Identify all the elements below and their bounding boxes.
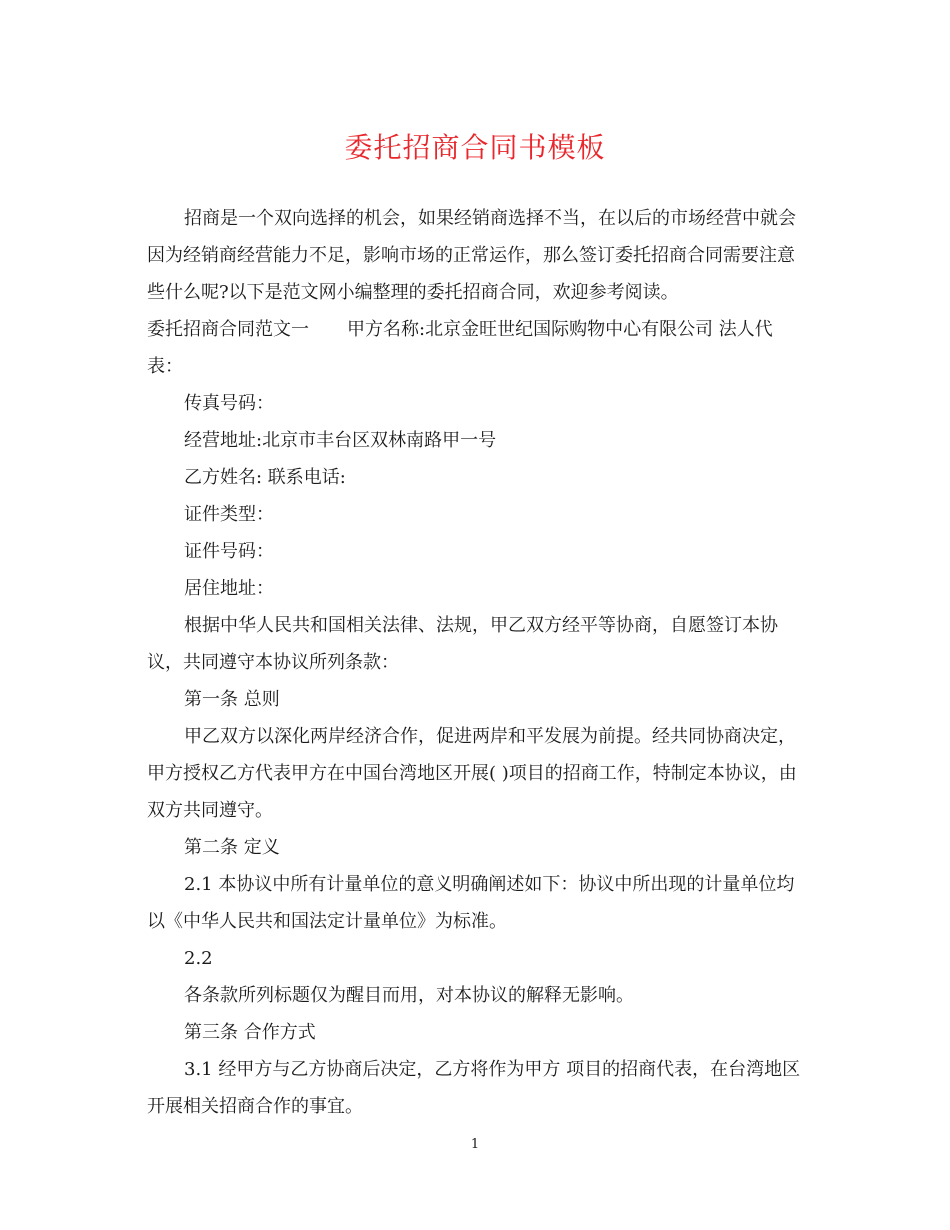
clause-2-2-text: 各条款所列标题仅为醒目而用，对本协议的解释无影响。 [184,985,634,1006]
sample-heading: 委托招商合同范文一 [147,319,309,340]
id-type-line: 证件类型： [184,504,274,525]
article-1-title: 第一条 总则 [184,689,280,710]
article-3-title: 第三条 合作方式 [184,1022,316,1043]
article-1-text: 甲乙双方以深化两岸经济合作，促进两岸和平发展为前提。经共同协商决定，甲方授权乙方代表甲方在中国台湾地区开展( )项目的招商工作，特制定本协议，由双方共同遵守。 [147,726,797,821]
document-title: 委托招商合同书模板 [344,131,606,164]
id-number-line: 证件号码： [184,541,274,562]
page-number: 1 [470,1137,480,1152]
preamble-paragraph: 根据中华人民共和国相关法律、法规，甲乙双方经平等协商，自愿签订本协议，共同遵守本协议所列条款： [147,615,778,673]
clause-3-1: 3.1 经甲方与乙方协商后决定，乙方将作为甲方 项目的招商代表，在台湾地区开展相关招商合作的事宜。 [147,1059,801,1117]
sample-heading-line [147,311,807,385]
document-body [147,200,807,1125]
intro-paragraph: 招商是一个双向选择的机会，如果经销商选择不当，在以后的市场经营中就会因为经销商经营能力不足，影响市场的正常运作，那么签订委托招商合同需要注意些什么呢?以下是范文网小编整理的委托招商合同，欢迎参考阅读。 [147,208,796,303]
party-b-line: 乙方姓名: 联系电话: [184,467,346,488]
address-line: 经营地址:北京市丰台区双林南路甲一号 [184,430,497,451]
party-a-info: 甲方名称:北京金旺世纪国际购物中心有限公司 法人代表： [147,319,773,377]
residence-line: 居住地址： [184,578,274,599]
clause-2-2-number: 2.2 [184,948,213,969]
article-2-title: 第二条 定义 [184,837,280,858]
clause-2-1: 2.1 本协议中所有计量单位的意义明确阐述如下：协议中所出现的计量单位均以《中华人民共和国法定计量单位》为标准。 [147,874,795,932]
fax-line: 传真号码： [184,393,274,414]
